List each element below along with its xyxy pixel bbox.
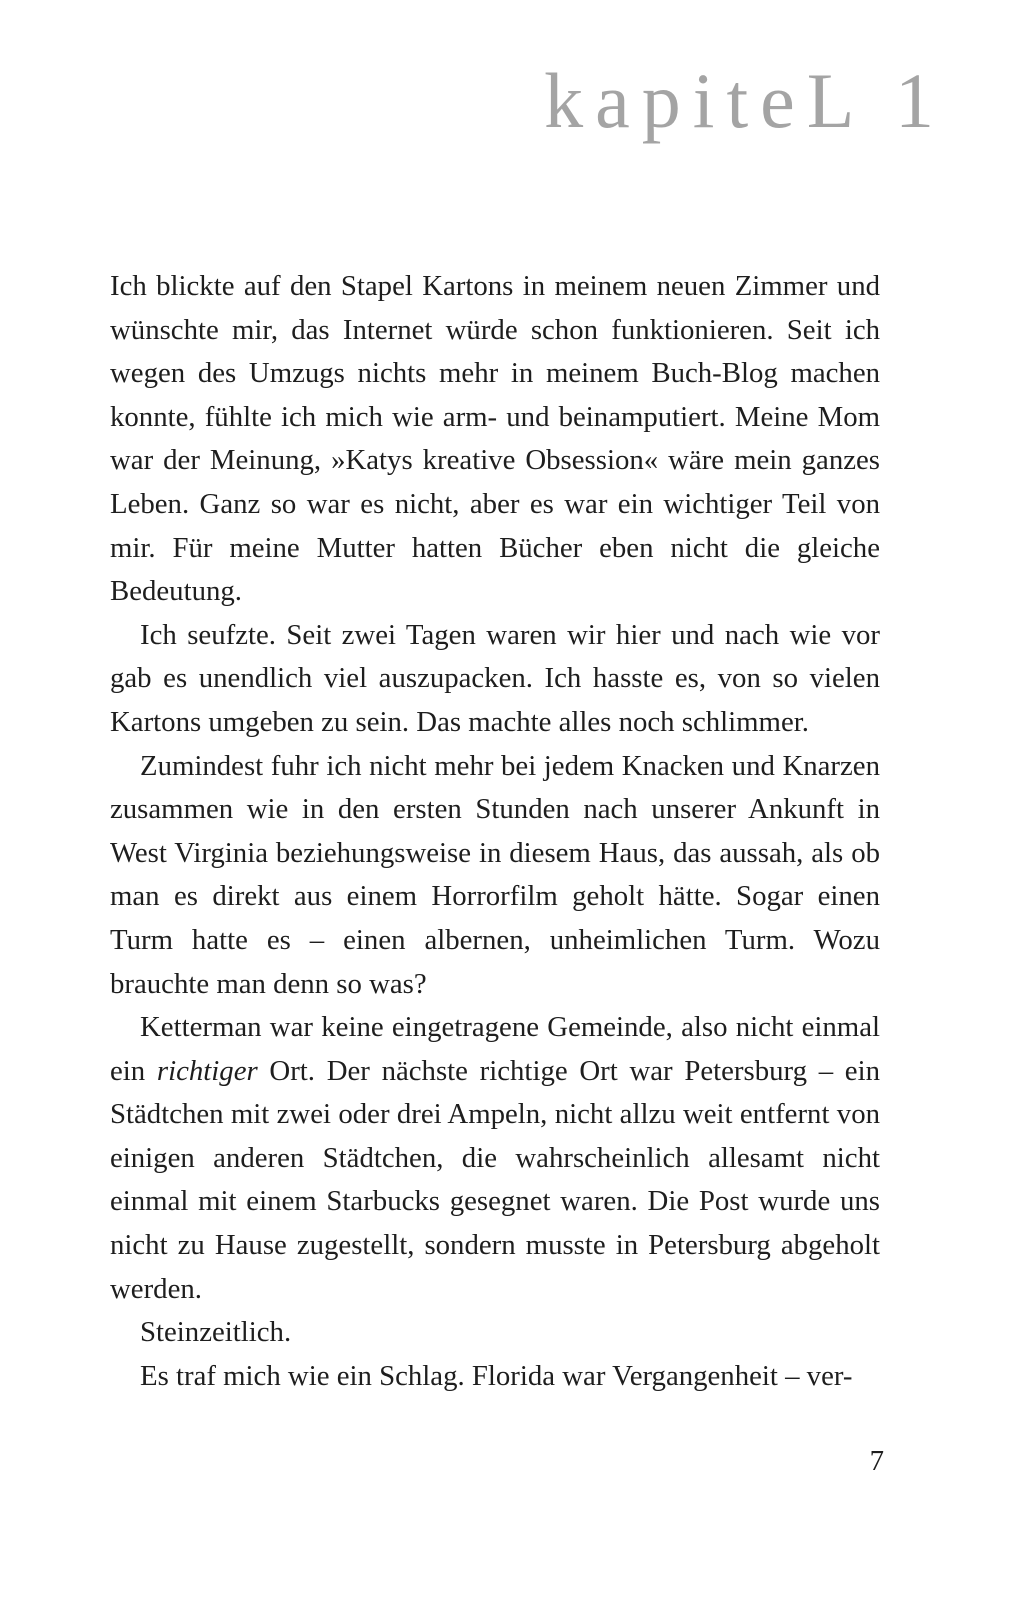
paragraph-4 [110, 1006, 880, 1311]
chapter-heading: kapiteL 1 [544, 57, 946, 144]
emphasized-word: richtiger [156, 1054, 258, 1087]
paragraph-5: Steinzeitlich. [140, 1316, 292, 1349]
page-number: 7 [869, 1445, 884, 1477]
paragraph-4-start: Ketterman war keine eingetragene Gemeinde, also nicht einmal ein [110, 1011, 880, 1087]
paragraph-6: Es traf mich wie ein Schlag. Florida war Vergangenheit – ver- [140, 1359, 853, 1392]
paragraph-2: Ich seufzte. Seit zwei Tagen waren wir hier und nach wie vor gab es unendlich viel auszupacken. Ich hasste es, von so vielen Kartons umgeben zu sein. Das machte alles noch schlimmer. [110, 618, 880, 738]
paragraph-3: Zumindest fuhr ich nicht mehr bei jedem Knacken und Knarzen zusammen wie in den ersten Stunden nach unserer Ankunft in West Virginia beziehungsweise in diesem Haus, das aussah, als ob man es direkt aus einem Horrorfilm geholt hätte. Sogar einen Turm hatte es – einen albernen, unheimlichen Turm. Wozu brauchte man denn so was? [110, 749, 880, 1000]
paragraph-1: Ich blickte auf den Stapel Kartons in meinem neuen Zimmer und wünschte mir, das Internet würde schon funktionieren. Seit ich wegen des Umzugs nichts mehr in meinem Buch-Blog machen konnte, fühlte ich mich wie arm- und beinamputiert. Meine Mom war der Meinung, »Katys kreative Obsession« wäre mein ganzes Leben. Ganz so war es nicht, aber es war ein wichtiger Teil von mir. Für meine Mutter hatten Bücher eben nicht die gleiche Bedeutung. [110, 270, 880, 608]
paragraph-4-end: Ort. Der nächste richtige Ort war Petersburg – ein Städtchen mit zwei oder drei Ampeln, nicht allzu weit entfernt von einigen anderen Städtchen, die wahrscheinlich allesamt nicht einmal mit einem Starbucks gesegnet waren. Die Post wurde uns nicht zu Hause zugestellt, sondern musste in Petersburg abgeholt werden. [110, 1054, 880, 1305]
chapter-body [110, 265, 880, 1398]
